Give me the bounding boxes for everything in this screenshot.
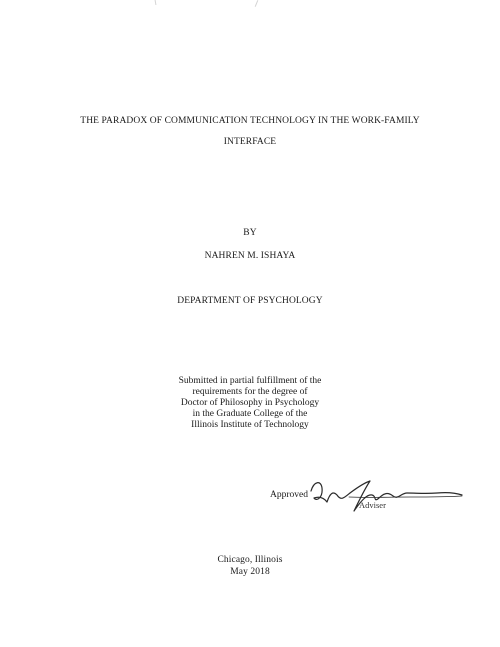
adviser-signature	[309, 473, 464, 515]
submission-line-2: requirements for the degree of	[192, 387, 308, 397]
submission-line-5: Illinois Institute of Technology	[191, 420, 309, 430]
department-name: DEPARTMENT OF PSYCHOLOGY	[177, 296, 323, 306]
publication-date: May 2018	[230, 567, 270, 577]
by-label: BY	[243, 228, 257, 238]
thesis-title-line-2: INTERFACE	[223, 137, 277, 147]
submission-line-4: in the Graduate College of the	[192, 409, 308, 419]
scan-mark-left	[155, 0, 157, 5]
publication-place: Chicago, Illinois	[217, 555, 283, 565]
submission-line-1: Submitted in partial fulfillment of the	[178, 376, 322, 386]
submission-statement	[0, 376, 500, 431]
scan-mark-right	[255, 0, 259, 7]
adviser-label: Adviser	[359, 500, 386, 510]
approval-block	[270, 473, 470, 523]
approved-label: Approved	[270, 490, 308, 500]
author-name: NAHREN M. ISHAYA	[204, 251, 296, 261]
submission-line-3: Doctor of Philosophy in Psychology	[180, 398, 320, 408]
thesis-title-line-1: THE PARADOX OF COMMUNICATION TECHNOLOGY IN THE WORK-FAMILY	[80, 116, 420, 126]
